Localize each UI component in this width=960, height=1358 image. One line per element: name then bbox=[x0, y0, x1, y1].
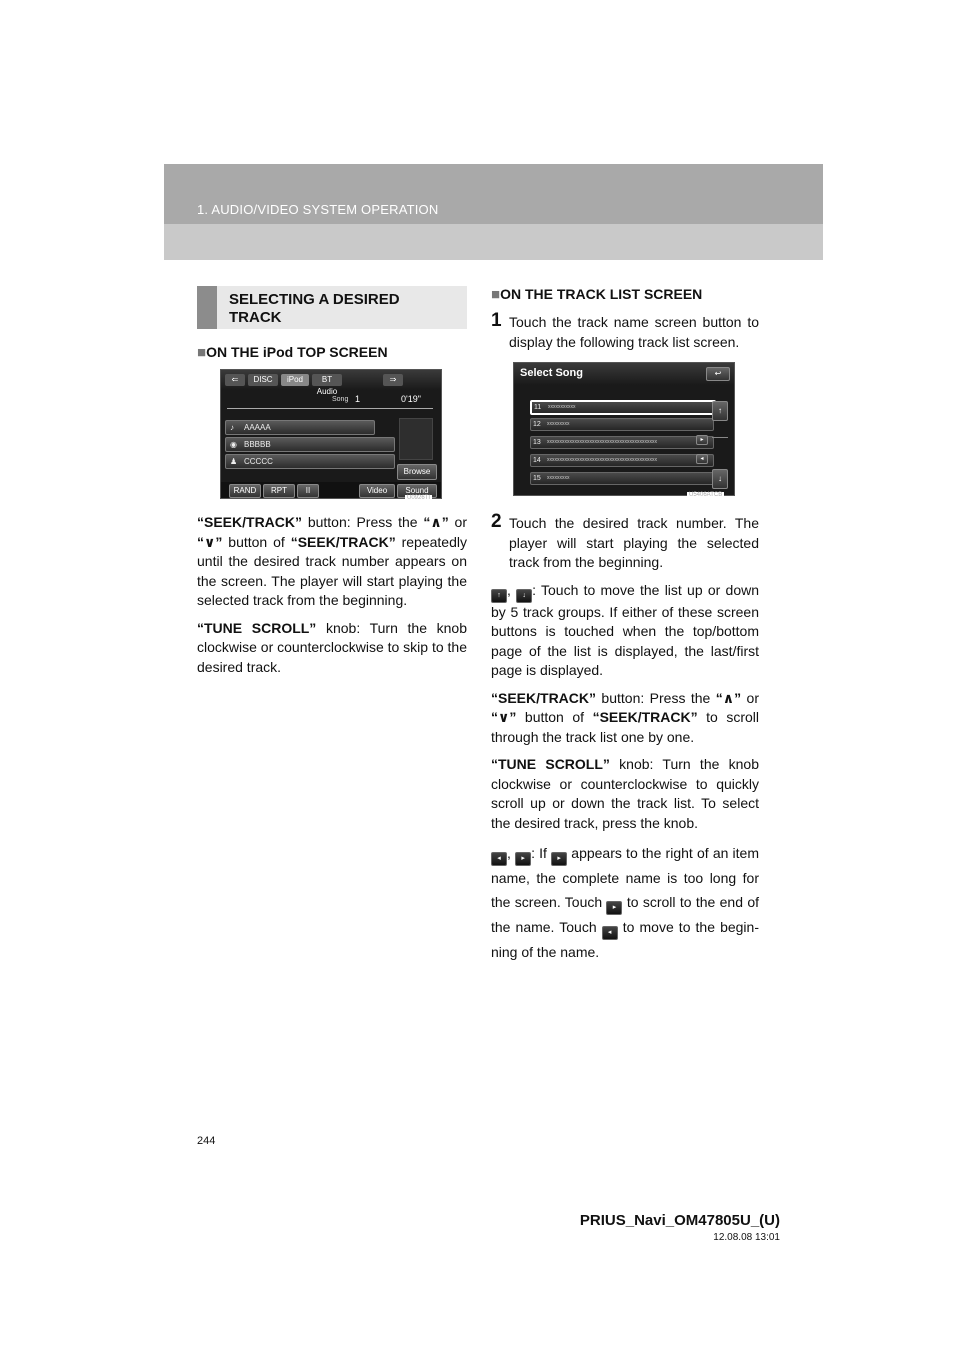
back-arrow-icon[interactable]: ⇐ bbox=[225, 374, 245, 386]
album-name-button[interactable]: ◉ BBBBB bbox=[225, 437, 395, 452]
step-2: 2 Touch the desired track number. The player will start playing the selected track from the beginning. bbox=[491, 511, 759, 570]
artist-name-button[interactable]: ♟ CCCCC bbox=[225, 454, 395, 469]
return-icon[interactable]: ↩ bbox=[706, 367, 730, 381]
header-top-band bbox=[164, 164, 823, 224]
pause-button[interactable]: II bbox=[297, 484, 319, 498]
name-scroll-paragraph: ◂ , ▸ : If ▸ appears to the right of an item name, the complete name is too long for the screen. Touch ▸ to scroll to the end of the name. Touch ◂ to move to the begin-ning of the name. bbox=[491, 845, 760, 960]
scroll-left-icon: ◂ bbox=[602, 926, 618, 940]
square-bullet-icon: ■ bbox=[197, 344, 207, 361]
page-down-icon[interactable]: ↓ bbox=[712, 469, 728, 489]
rpt-button[interactable]: RPT bbox=[263, 484, 295, 498]
page-header bbox=[164, 164, 823, 260]
square-bullet-icon: ■ bbox=[491, 286, 501, 303]
right-column bbox=[491, 286, 759, 964]
page-down-icon: ↓ bbox=[516, 589, 532, 603]
document-name: PRIUS_Navi_OM47805U_(U) bbox=[579, 1212, 780, 1229]
list-item[interactable]: 11 xxxxxxxxxxx bbox=[530, 400, 716, 415]
list-item[interactable]: 13 xxxxxxxxxxxxxxxxxxxxxxxxxxxxxxxxxxxxxxxxxxxx bbox=[530, 436, 714, 449]
page-up-icon[interactable]: ↑ bbox=[712, 401, 728, 421]
video-button[interactable]: Video bbox=[359, 484, 395, 498]
scroll-right-icon: ▸ bbox=[551, 852, 567, 866]
sound-button[interactable]: Sound bbox=[397, 484, 437, 498]
image-code: U5406ATCB bbox=[689, 492, 723, 498]
list-item[interactable]: 12 xxxxxxxxx bbox=[530, 418, 714, 431]
scroll-right-icon: ▸ bbox=[515, 852, 531, 866]
scroll-right-icon: ▸ bbox=[606, 901, 622, 915]
tab-disc[interactable]: DISC bbox=[248, 374, 278, 386]
left-column bbox=[197, 286, 467, 677]
person-icon: ♟ bbox=[230, 457, 238, 466]
note-icon: ♪ bbox=[230, 423, 234, 432]
song-info-bar bbox=[227, 396, 433, 409]
tab-ipod[interactable]: iPod bbox=[281, 374, 309, 386]
browse-button[interactable]: Browse bbox=[397, 464, 437, 480]
list-item[interactable]: 14 xxxxxxxxxxxxxxxxxxxxxxxxxxxxxxxxxxxxxxxxxxxx bbox=[530, 454, 714, 467]
page-up-icon: ↑ bbox=[491, 589, 507, 603]
song-number: 1 bbox=[355, 394, 361, 404]
section-heading-bar bbox=[197, 286, 217, 329]
screen-title: Select Song bbox=[520, 367, 583, 379]
document-date: 12.08.08 13:01 bbox=[713, 1232, 780, 1243]
page-up-down-paragraph: ↑ , ↓ : Touch to move the list up or down by 5 track groups. If either of these screen buttons is touched when the top/bottom page of the list is displayed, the last/first page is displayed. bbox=[491, 581, 760, 678]
section-heading-text: SELECTING A DESIRED TRACK bbox=[229, 291, 400, 326]
tab-bt-audio[interactable]: BT Audio bbox=[312, 374, 342, 386]
play-time: 0'19" bbox=[401, 394, 421, 404]
tune-scroll-paragraph: “TUNE SCROLL” knob: Turn the knob clockwise or counterclockwise to skip to the desired track. bbox=[197, 619, 467, 675]
song-label: Song bbox=[332, 396, 349, 403]
track-name-button[interactable]: ♪ AAAAA bbox=[225, 420, 375, 435]
section-heading bbox=[197, 286, 467, 329]
disc-icon: ◉ bbox=[230, 440, 237, 449]
forward-arrow-icon[interactable]: ⇒ bbox=[383, 374, 403, 386]
seek-track-paragraph: “SEEK/TRACK” button: Press the “∧” or “∨” button of “SEEK/TRACK” repeatedly until the desired track number appears on the screen. The player will start playing the selected track from the beginning. bbox=[197, 514, 468, 608]
header-title: 1. AUDIO/VIDEO SYSTEM OPERATION bbox=[197, 202, 439, 217]
album-art bbox=[399, 418, 433, 460]
step-1: 1 Touch the track name screen button to display the following track list screen. bbox=[491, 310, 759, 350]
seek-track-paragraph: “SEEK/TRACK” button: Press the “∧” or “∨” button of “SEEK/TRACK” to scroll through the track list one by one. bbox=[491, 689, 759, 745]
subheading-ipod-top: ■ON THE iPod TOP SCREEN bbox=[197, 344, 388, 361]
tune-scroll-paragraph: “TUNE SCROLL” knob: Turn the knob clockwise or counterclockwise to quickly scroll up or down the track list. To select the desired track, press the knob. bbox=[491, 756, 759, 831]
image-code: U0926TI bbox=[407, 495, 431, 501]
footer bbox=[580, 1212, 780, 1243]
ipod-top-screen-illustration bbox=[220, 369, 442, 499]
subheading-track-list: ■ON THE TRACK LIST SCREEN bbox=[491, 286, 703, 303]
scroll-left-icon[interactable]: ◂ bbox=[696, 454, 708, 464]
page-number: 244 bbox=[197, 1135, 216, 1147]
rand-button[interactable]: RAND bbox=[229, 484, 261, 498]
list-item[interactable]: 15 xxxxxxxxx bbox=[530, 472, 714, 485]
scroll-right-icon[interactable]: ▸ bbox=[696, 435, 708, 445]
scroll-left-icon: ◂ bbox=[491, 852, 507, 866]
scroll-indicator bbox=[712, 437, 728, 438]
track-list-screen-illustration bbox=[513, 362, 735, 496]
